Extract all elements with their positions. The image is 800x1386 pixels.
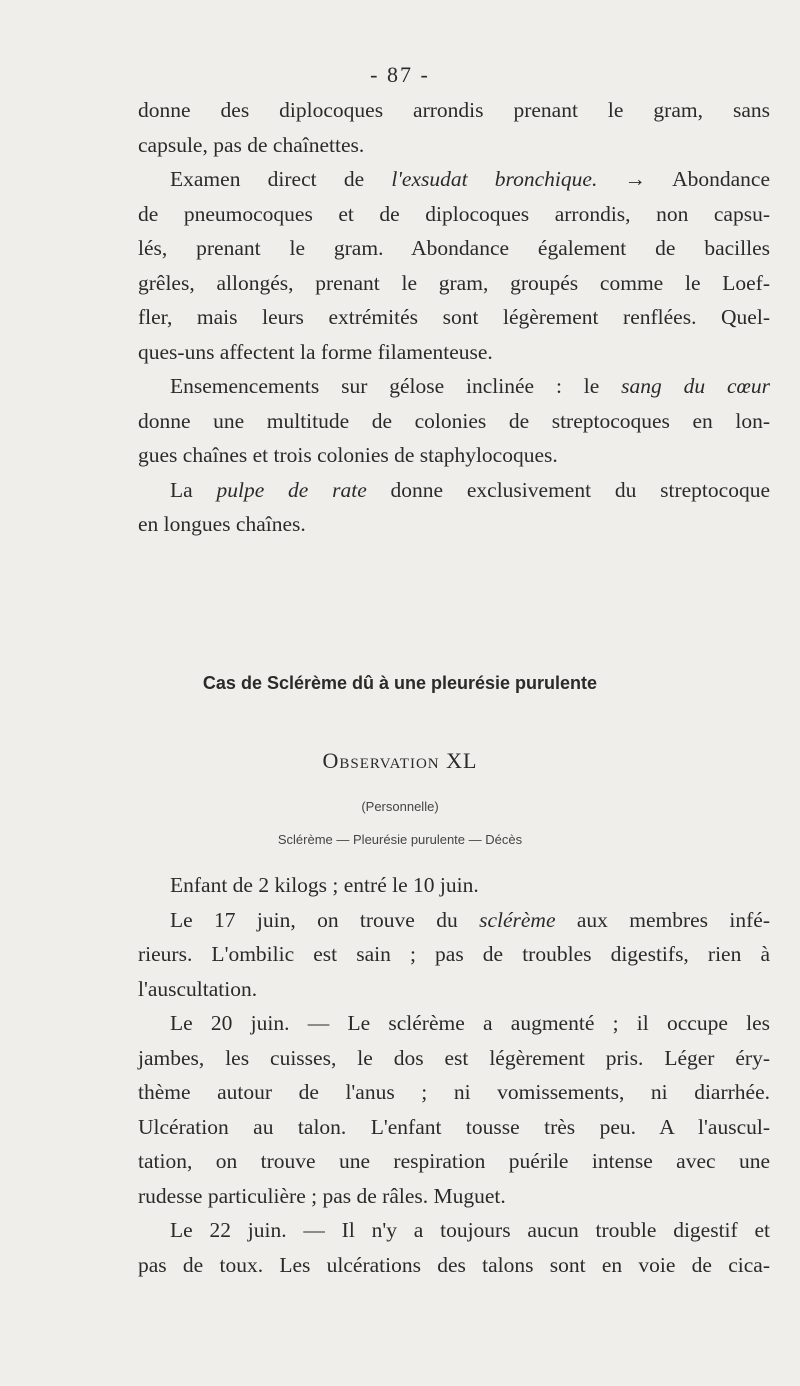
- text-line: Le 22 juin. — Il n'y a toujours aucun trouble digestif et: [170, 1218, 770, 1242]
- text-run: Le 17 juin, on trouve du: [170, 907, 480, 932]
- text-line: donne une multitude de colonies de streptocoques en lon-: [138, 408, 770, 433]
- text-line: lés, prenant le gram. Abondance également de bacilles: [138, 236, 770, 260]
- text-line: pas de toux. Les ulcérations des talons sont en voie de cica-: [138, 1252, 770, 1277]
- text-run-italic: l'exsudat bronchique.: [391, 167, 598, 191]
- section-heading: Cas de Sclérème dû à une pleurésie purulente: [202, 673, 598, 693]
- text-run: Examen direct de: [170, 167, 392, 191]
- text-line: fler, mais leurs extrémités sont légèrement renflées. Quel-: [138, 305, 770, 329]
- text-line: donne des diplocoques arrondis prenant le gram, sans: [138, 98, 770, 122]
- text-line: Ulcération au talon. L'enfant tousse très peu. A l'auscul-: [138, 1114, 770, 1139]
- text-run-italic: sang du cœur: [621, 374, 770, 398]
- text-line: tation, on trouve une respiration puérile intense avec une: [138, 1149, 770, 1173]
- text-line: [138, 473, 770, 508]
- text-line: capsule, pas de chaînettes.: [138, 132, 365, 157]
- text-line: Enfant de 2 kilogs ; entré le 10 juin.: [170, 873, 479, 897]
- text-line: [138, 162, 770, 197]
- text-line: jambes, les cuisses, le dos est légèrement pris. Léger éry-: [138, 1045, 770, 1070]
- text-line: gues chaînes et trois colonies de staphylocoques.: [138, 443, 558, 467]
- observation-subtitle: (Personnelle): [361, 799, 439, 814]
- text-line: rudesse particulière ; pas de râles. Muguet.: [138, 1183, 506, 1208]
- text-line: en longues chaînes.: [138, 512, 306, 536]
- text-run: aux membres infé-: [555, 907, 770, 932]
- text-line: de pneumocoques et de diplocoques arrondis, non capsu-: [138, 201, 770, 226]
- text-line: grêles, allongés, prenant le gram, groupés comme le Loef-: [138, 270, 770, 295]
- page-number: - 87 -: [370, 62, 430, 87]
- text-block-bottom: [138, 868, 770, 1282]
- text-run-italic: sclérème: [479, 907, 556, 932]
- text-line: thème autour de l'anus ; ni vomissements, ni diarrhée.: [138, 1080, 770, 1104]
- observation-tags: Sclérème — Pleurésie purulente — Décès: [277, 832, 523, 847]
- text-line: [138, 903, 770, 938]
- text-run: → Abondance: [597, 167, 770, 191]
- text-run: La: [170, 477, 217, 502]
- text-run-italic: pulpe de rate: [216, 477, 367, 502]
- text-run: Ensemencements sur gélose inclinée : le: [170, 374, 622, 398]
- text-run: donne exclusivement du streptocoque: [366, 477, 770, 502]
- text-line: Le 20 juin. — Le sclérème a augmenté ; il occupe les: [170, 1011, 770, 1035]
- text-line: ques-uns affectent la forme filamenteuse.: [138, 339, 493, 364]
- text-block-top: [138, 93, 770, 542]
- observation-title: Observation XL: [322, 748, 478, 773]
- text-line: [138, 369, 770, 404]
- text-line: l'auscultation.: [138, 976, 258, 1001]
- text-line: rieurs. L'ombilic est sain ; pas de troubles digestifs, rien à: [138, 942, 770, 966]
